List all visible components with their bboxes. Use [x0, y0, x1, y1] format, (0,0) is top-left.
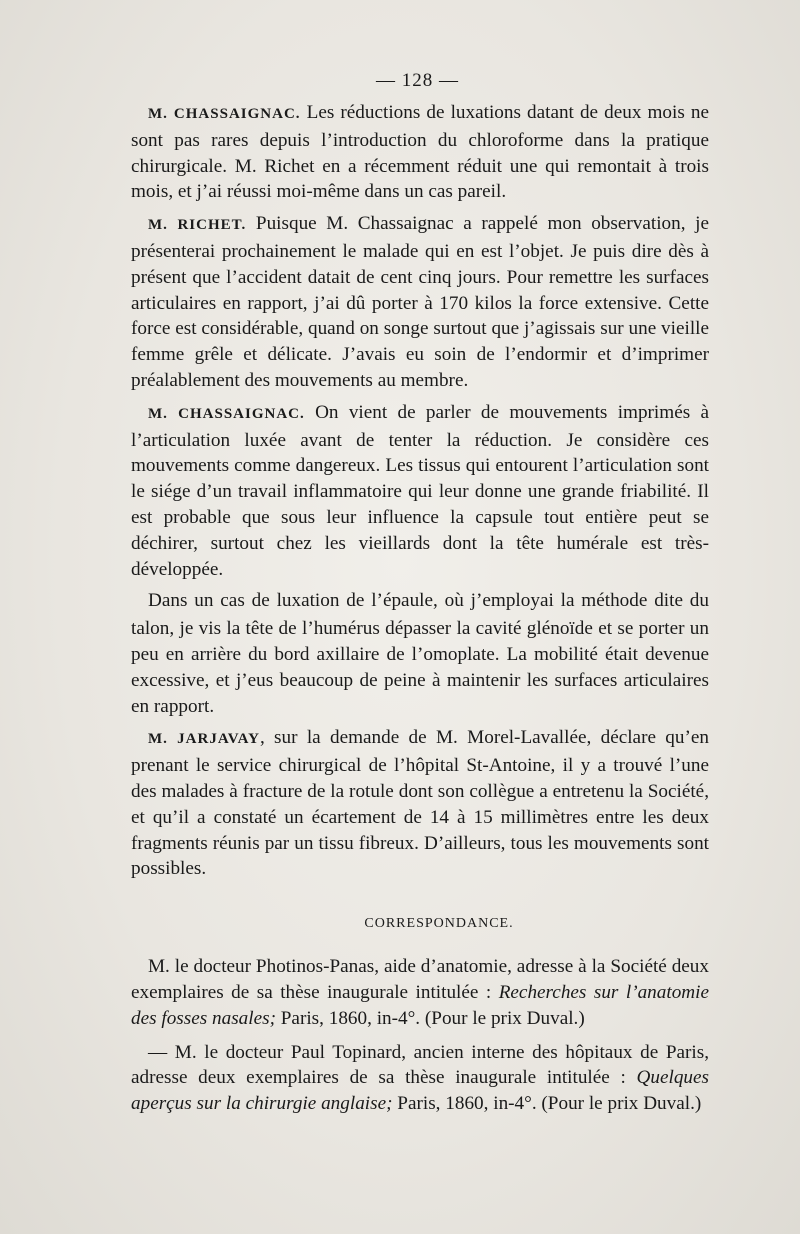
paragraph-text: On vient de parler de mouvements imprimés à l’articulation luxée avant de tenter la réduction. Je considère ces mouvements comme dangereux. Les tissus qui entourent l’articulation sont le siége d’un travail inflammatoire qui leur donne une grande friabilité. Il est probable que sous leur influence la capsule tout entière peut se déchirer, surtout chez les vieillards dont la tête humérale est très-développée. — [131, 401, 709, 580]
correspondence-item — [131, 954, 709, 1031]
text-column — [131, 100, 709, 1125]
speaker-name: M. JARJAVAY — [148, 731, 260, 748]
paragraph-text: Dans un cas de luxation de l’épaule, où j’employai la méthode dite du talon, je vis la tête de l’humérus dépasser la cavité glénoïde et se porter un peu en arrière du bord axillaire de l’omoplate. La mobilité était devenue excessive, et j’eus beaucoup de peine à maintenir les surfaces articulaires en rapport. — [131, 590, 709, 717]
speaker-name: M. CHASSAIGNAC. — [148, 106, 301, 122]
thesis-title: Recherches sur l’anatomie des fosses nasales; — [131, 981, 709, 1029]
paragraph — [131, 100, 709, 205]
paragraph — [131, 400, 709, 583]
correspondence-text: Paris, 1860, in-4°. (Pour le prix Duval.) — [392, 1093, 702, 1115]
paragraph — [131, 725, 709, 882]
speaker-name: M. CHASSAIGNAC. — [148, 405, 305, 422]
speaker-name: M. RICHET. — [148, 217, 247, 234]
paragraph-text: Puisque M. Chassaignac a rappelé mon observation, je présenterai prochainement le malade qui en est l’objet. Je puis dire dès à présent que l’accident datait de cent cinq jours. Pour remettre les surfaces articulaires en rapport, j’ai dû porter à 170 kilos la force extensive. Cette force est considérable, quand on songe surtout que j’agissais sur une vieille femme grêle et délicate. J’avais eu soin de l’endormir et d’imprimer préalablement des mouvements au membre. — [131, 213, 709, 391]
paragraph-text: , sur la demande de M. Morel-Lavallée, déclare qu’en prenant le service chirurgical de l’hôpital St-Antoine, il y a trouvé l’une des malades à fracture de la rotule dont son collègue a entretenu la Société, et qu’il a constaté un écartement de 14 à 15 millimètres entre les deux fragments réunis par un tissu fibreux. D’ailleurs, tous les mouvements sont possibles. — [131, 727, 709, 880]
thesis-title: Quelques aperçus sur la chirurgie anglaise; — [131, 1067, 709, 1115]
correspondence-text: M. le docteur Photinos-Panas, aide d’anatomie, adresse à la Société deux exemplaires de sa thèse inaugurale intitulée : — [131, 956, 709, 1003]
page-number: — 128 — — [376, 70, 459, 91]
correspondence-text: — M. le docteur Paul Topinard, ancien interne des hôpitaux de Paris, adresse deux exemplaires de sa thèse inaugurale intitulée : — [131, 1041, 709, 1089]
section-heading: CORRESPONDANCE. — [364, 916, 514, 932]
paragraph — [131, 211, 709, 394]
paragraph-text: Les réductions de luxations datant de deux mois ne sont pas rares depuis l’introduction du chloroforme dans la pratique chirurgicale. M. Richet en a récemment réduit une qui remontait à trois mois, et j’ai réussi moi-même dans un cas pareil. — [131, 102, 710, 203]
paragraph — [131, 588, 709, 719]
correspondence-text: Paris, 1860, in-4°. (Pour le prix Duval.) — [275, 1007, 585, 1029]
correspondence-item — [131, 1040, 709, 1117]
